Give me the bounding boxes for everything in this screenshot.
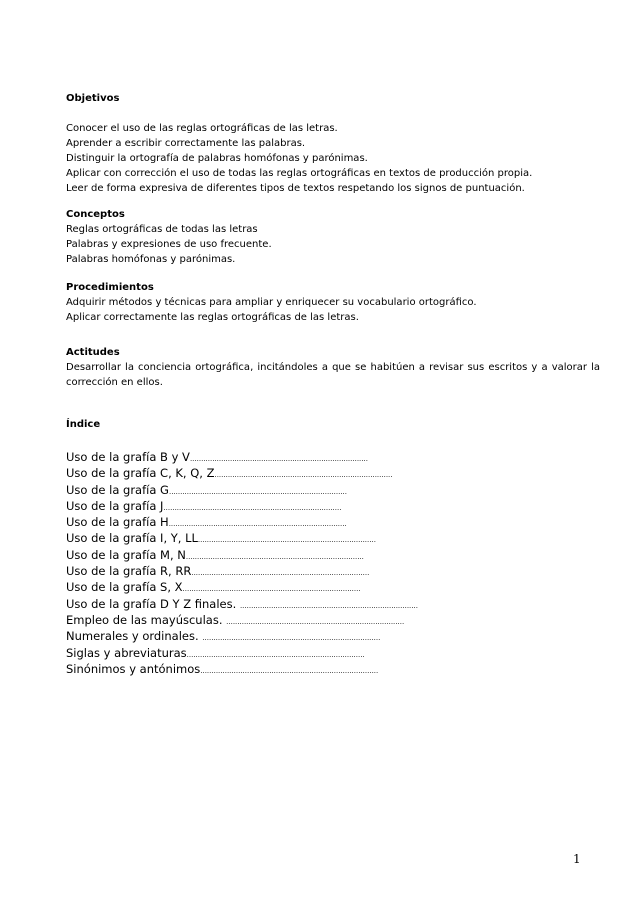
- dot-leader: ................................................................................: [197, 536, 376, 545]
- toc-entry-numerales: Numerales y ordinales. ................................................................................: [66, 629, 381, 644]
- dot-leader: ................................................................................: [186, 650, 365, 659]
- dot-leader: ................................................................................: [200, 666, 379, 675]
- toc-entry-g: Uso de la grafía G................................................................................: [66, 482, 347, 497]
- dot-leader: ................................................................................: [191, 569, 370, 578]
- concepto-item: Palabras y expresiones de uso frecuente.: [66, 239, 272, 250]
- procedimientos-heading: Procedimientos: [66, 282, 154, 293]
- conceptos-section: [66, 207, 600, 267]
- toc-entry-c-k-q-z: Uso de la grafía C, K, Q, Z................................................................................: [66, 466, 393, 481]
- dot-leader: ................................................................................: [189, 455, 368, 463]
- dot-leader: ................................................................................: [239, 601, 418, 610]
- toc-entry-sinonimos: Sinónimos y antónimos................................................................................: [66, 661, 379, 676]
- dot-leader: ................................................................................: [168, 487, 347, 496]
- table-of-contents: [66, 449, 600, 677]
- dot-leader: ................................................................................: [185, 552, 364, 561]
- indice-heading: Índice: [66, 419, 101, 430]
- actitudes-section: [66, 345, 600, 390]
- dot-leader: ................................................................................: [168, 520, 347, 529]
- actitudes-heading: Actitudes: [66, 347, 120, 358]
- procedimiento-item: Aplicar correctamente las reglas ortográficas de las letras.: [66, 312, 359, 323]
- procedimientos-section: [66, 280, 600, 325]
- actitudes-text: Desarrollar la conciencia ortográfica, incitándoles a que se habitúen a revisar sus escritos y a valorar la corrección en ellos.: [66, 362, 600, 388]
- toc-entry-b-v: Uso de la grafía B y V................................................................................: [66, 450, 368, 464]
- toc-entry-d-z-finales: Uso de la grafía D Y Z finales. ................................................................................: [66, 596, 418, 611]
- toc-entry-mayusculas: Empleo de las mayúsculas. ................................................................................: [66, 612, 405, 627]
- dot-leader: ................................................................................: [226, 617, 405, 626]
- objetivos-heading: Objetivos: [66, 93, 120, 104]
- toc-entry-m-n: Uso de la grafía M, N................................................................................: [66, 547, 364, 562]
- toc-entry-siglas: Siglas y abreviaturas................................................................................: [66, 645, 365, 660]
- dot-leader: ................................................................................: [163, 503, 342, 512]
- objetivo-item: Distinguir la ortografía de palabras homófonas y parónimas.: [66, 153, 368, 164]
- objetivo-item: Aplicar con corrección el uso de todas las reglas ortográficas en textos de producción propia.: [66, 168, 533, 179]
- page-number: 1: [573, 852, 581, 866]
- toc-entry-r-rr: Uso de la grafía R, RR................................................................................: [66, 564, 370, 579]
- procedimiento-item: Adquirir métodos y técnicas para ampliar y enriquecer su vocabulario ortográfico.: [66, 297, 477, 308]
- dot-leader: ................................................................................: [214, 471, 393, 480]
- indice-section: [66, 417, 600, 432]
- objetivos-section: [66, 91, 600, 196]
- dot-leader: ................................................................................: [202, 634, 381, 643]
- objetivo-item: Conocer el uso de las reglas ortográficas de las letras.: [66, 123, 338, 134]
- objetivo-item: Aprender a escribir correctamente las palabras.: [66, 138, 306, 149]
- concepto-item: Palabras homófonas y parónimas.: [66, 254, 236, 265]
- conceptos-heading: Conceptos: [66, 209, 125, 220]
- toc-entry-h: Uso de la grafía H................................................................................: [66, 515, 347, 530]
- document-page: [66, 0, 600, 903]
- dot-leader: ................................................................................: [182, 585, 361, 594]
- objetivo-item: Leer de forma expresiva de diferentes tipos de textos respetando los signos de puntuación.: [66, 183, 525, 194]
- toc-entry-j: Uso de la grafía J................................................................................: [66, 498, 342, 513]
- concepto-item: Reglas ortográficas de todas las letras: [66, 224, 258, 235]
- toc-entry-s-x: Uso de la grafía S, X................................................................................: [66, 580, 361, 595]
- toc-entry-i-y-ll: Uso de la grafía I, Y, LL................................................................................: [66, 531, 376, 546]
